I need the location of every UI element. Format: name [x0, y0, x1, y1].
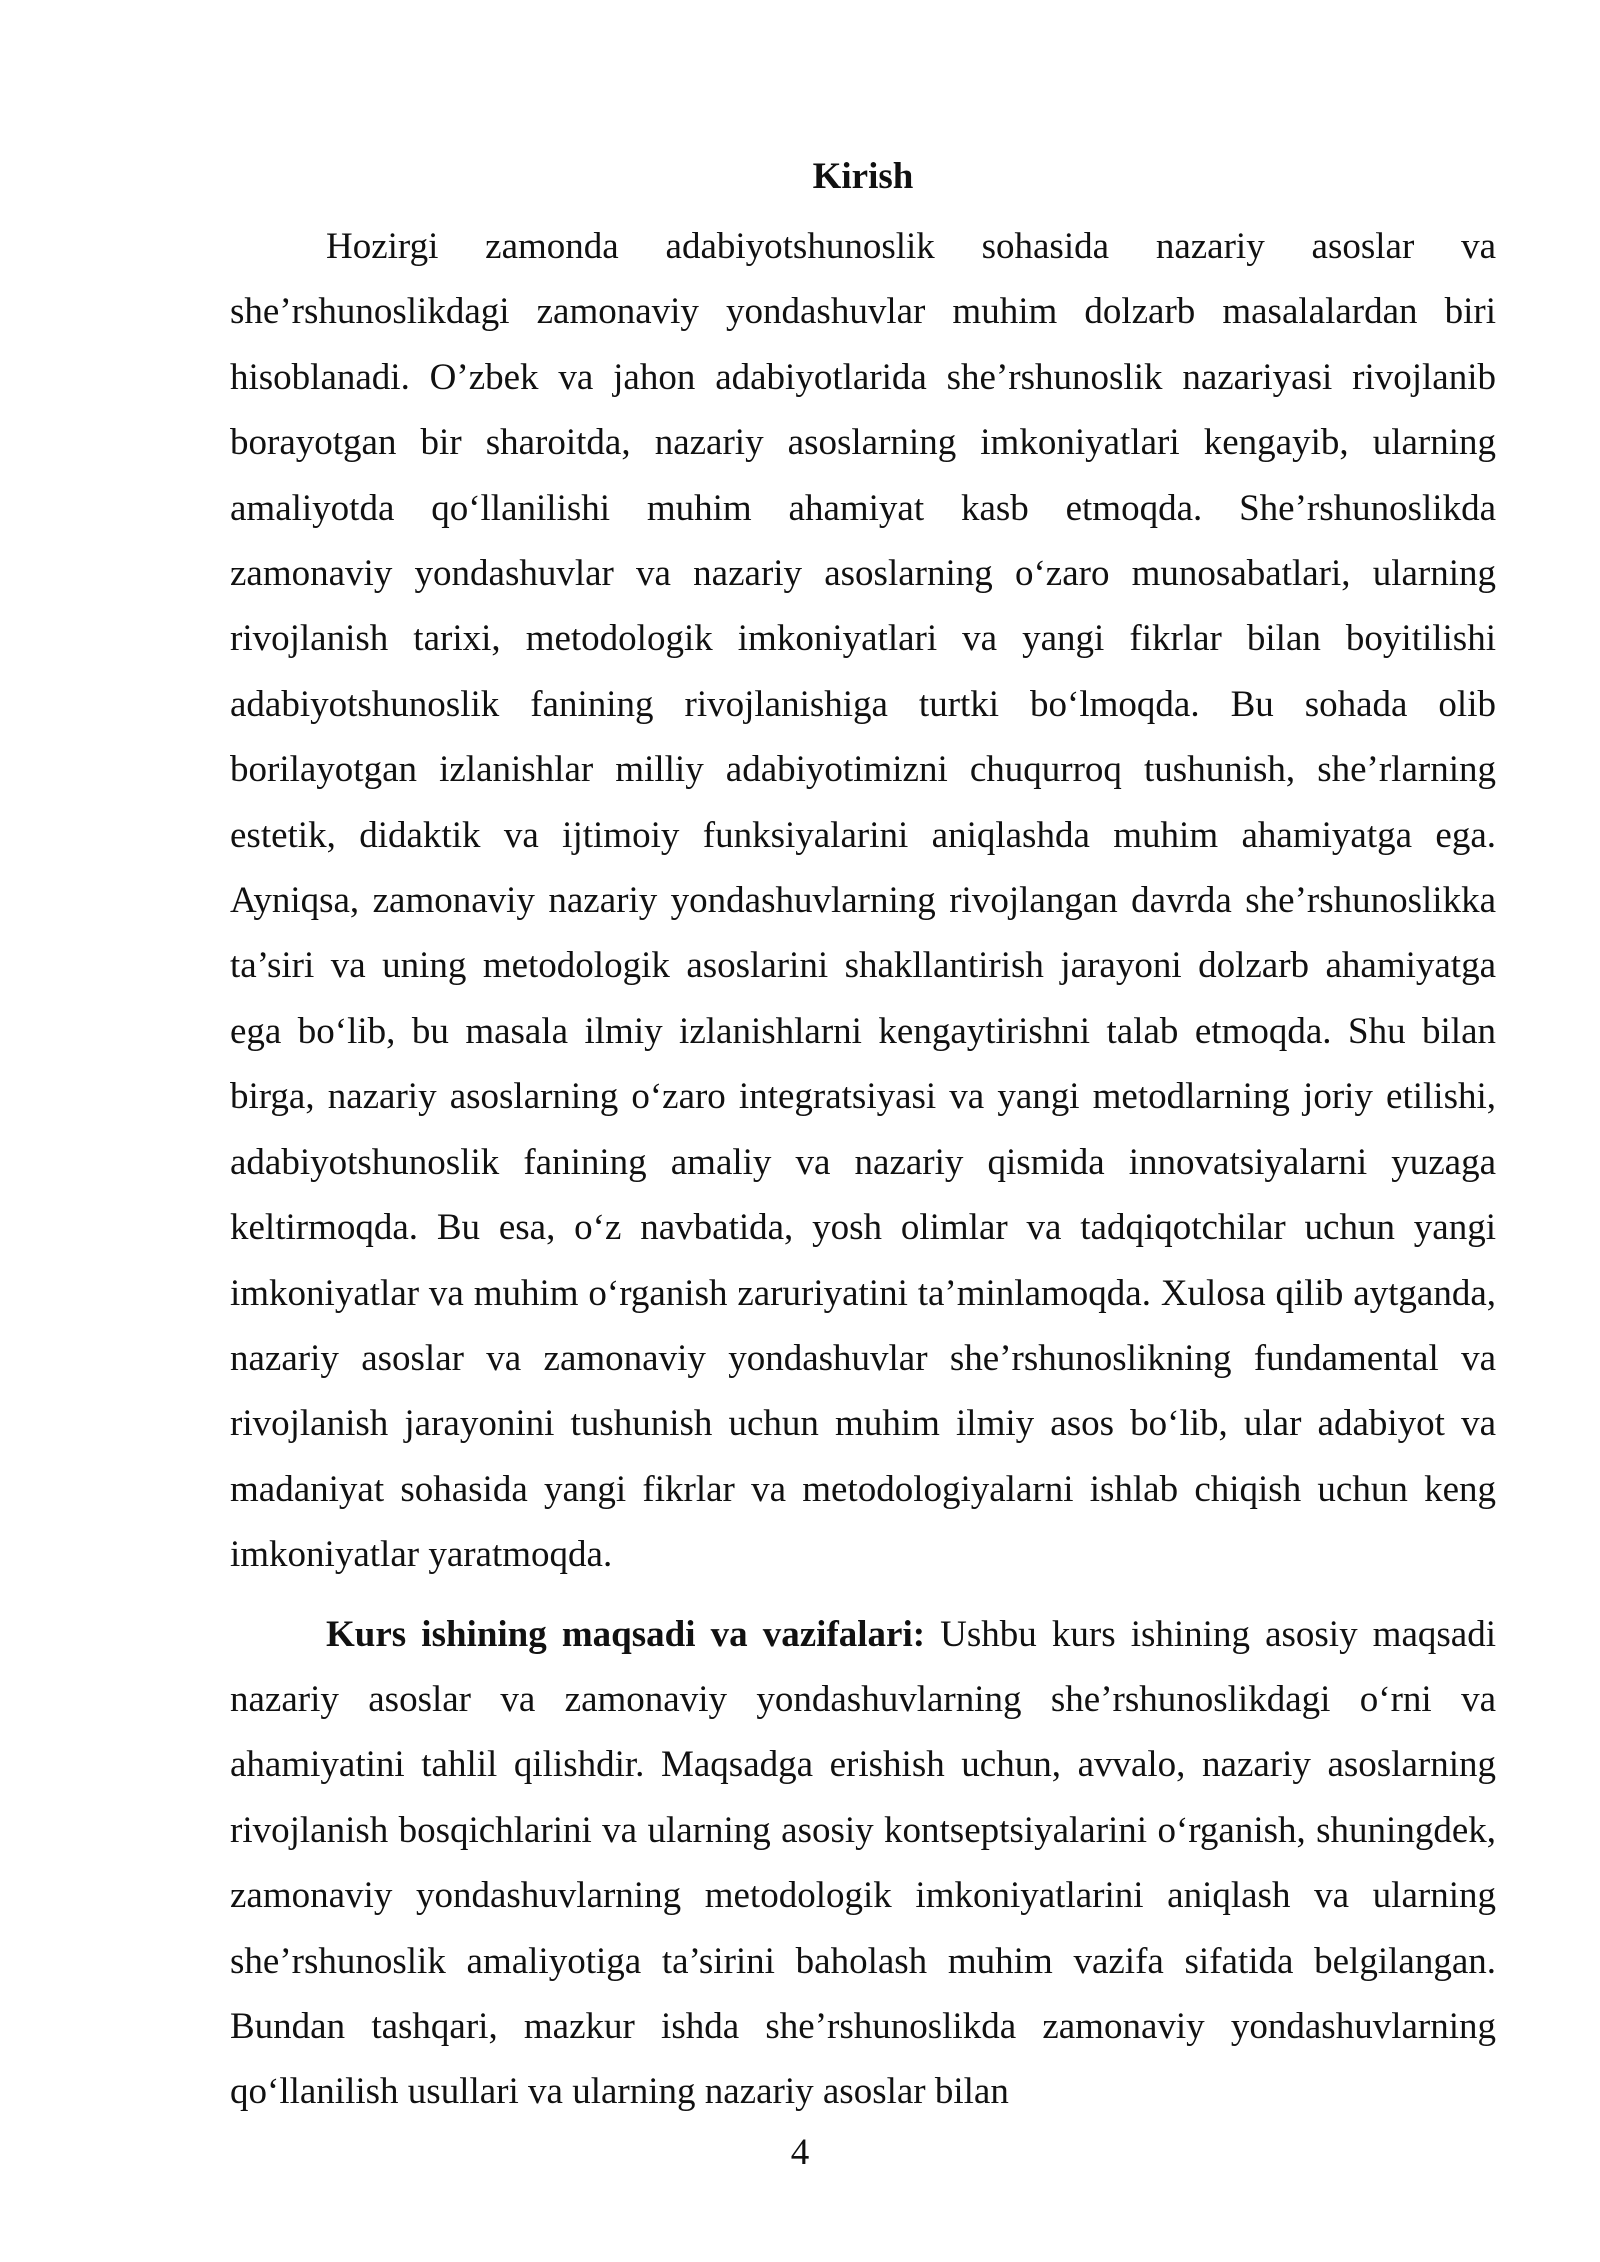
section-heading: Kirish [812, 156, 914, 197]
page-number: 4 [790, 2132, 810, 2173]
goals-paragraph [230, 1602, 1496, 2125]
paragraph-text: Hozirgi zamonda adabiyotshunoslik sohasida nazariy asoslar va she’rshunoslikdagi zamonaviy yondashuvlar muhim dolzarb masalalardan biri hisoblanadi. O’zbek va jahon adabiyotlarida she’rshunoslik nazariyasi rivojlanib borayotgan bir sharoitda, nazariy asoslarning imkoniyatlari kengayib, ularning amaliyotda qo‘llanilishi muhim ahamiyat kasb etmoqda. She’rshunoslikda zamonaviy yondashuvlar va nazariy asoslarning o‘zaro munosabatlari, ularning rivojlanish tarixi, metodologik imkoniyatlari va yangi fikrlar bilan boyitilishi adabiyotshunoslik fanining rivojlanishiga turtki bo‘lmoqda. Bu sohada olib borilayotgan izlanishlar milliy adabiyotimizni chuqurroq tushunish, she’rlarning estetik, didaktik va ijtimoiy funksiyalarini aniqlashda muhim ahamiyatga ega. Ayniqsa, zamonaviy nazariy yondashuvlarning rivojlangan davrda she’rshunoslikka ta’siri va uning metodologik asoslarini shakllantirish jarayoni dolzarb ahamiyatga ega bo‘lib, bu masala ilmiy izlanishlarni kengaytirishni talab etmoqda. Shu bilan birga, nazariy asoslarning o‘zaro integratsiyasi va yangi metodlarning joriy etilishi, adabiyotshunoslik fanining amaliy va nazariy qismida innovatsiyalarni yuzaga keltirmoqda. Bu esa, o‘z navbatida, yosh olimlar va tadqiqotchilar uchun yangi imkoniyatlar va muhim o‘rganish zaruriyatini ta’minlamoqda. Xulosa qilib aytganda, nazariy asoslar va zamonaviy yondashuvlar she’rshunoslikning fundamental va rivojlanish jarayonini tushunish uchun muhim ilmiy asos bo‘lib, ular adabiyot va madaniyat sohasida yangi fikrlar va metodologiyalarni ishlab chiqish uchun keng imkoniyatlar yaratmoqda. [230, 226, 1496, 1576]
intro-paragraph [230, 214, 1496, 1588]
paragraph-text: Ushbu kurs ishining asosiy maqsadi nazariy asoslar va zamonaviy yondashuvlarning she’rshunoslikdagi o‘rni va ahamiyatini tahlil qilishdir. Maqsadga erishish uchun, avvalo, nazariy asoslarning rivojlanish bosqichlarini va ularning asosiy kontseptsiyalarini o‘rganish, shuningdek, zamonaviy yondashuvlarning metodologik imkoniyatlarini aniqlash va ularning she’rshunoslik amaliyotiga ta’sirini baholash muhim vazifa sifatida belgilangan. Bundan tashqari, mazkur ishda she’rshunoslikda zamonaviy yondashuvlarning qo‘llanilish usullari va ularning nazariy asoslar bilan [230, 1613, 1496, 2113]
paragraph-lead: Kurs ishining maqsadi va vazifalari: [326, 1613, 926, 1655]
page-content [230, 150, 1496, 2125]
